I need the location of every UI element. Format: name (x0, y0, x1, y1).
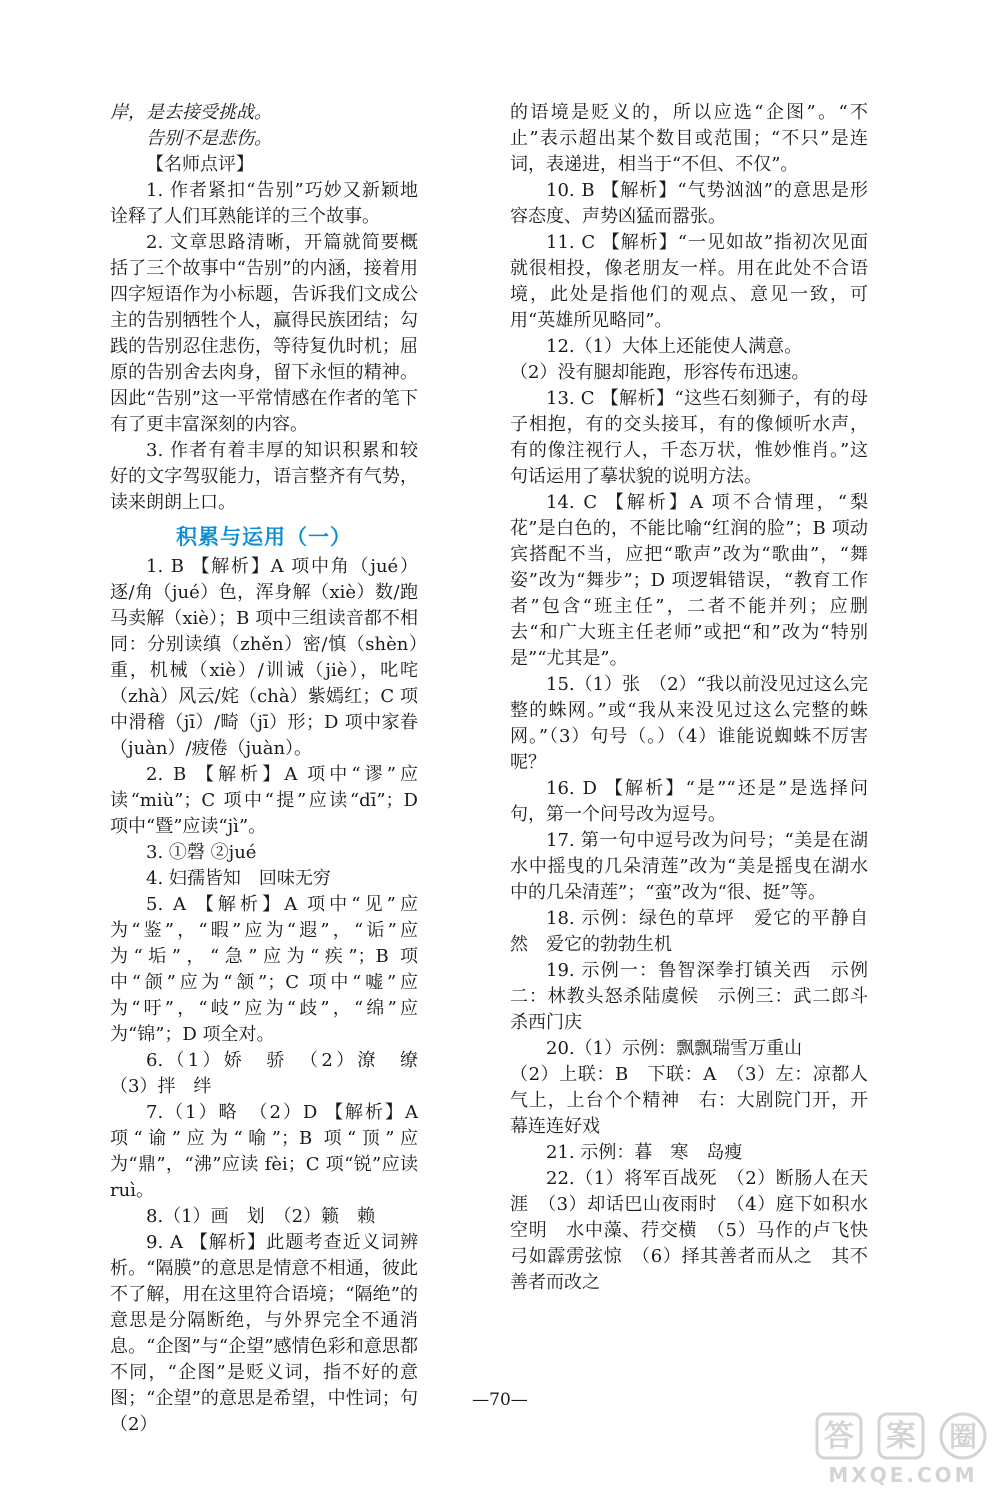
intro-line-1: 岸，是去接受挑战。 (110, 102, 272, 123)
svg-text:MXQE.COM: MXQE.COM (828, 1463, 978, 1487)
answer-9-continuation: 的语境是贬义的，所以应选“企图”。“不止”表示超出某个数目或范围；“不只”是连词，表递进，相当于“不但、不仅”。 (510, 102, 868, 175)
answer-17: 17. 第一句中逗号改为问号；“美是在湖水中摇曳的几朵清莲”改为“美是摇曳在湖水中的几朵清莲”；“蛮”改为“很、挺”等。 (510, 830, 868, 903)
comment-2: 2. 文章思路清晰，开篇就简要概括了三个故事中“告别”的内涵，接着用四字短语作为小标题，告诉我们文成公主的告别牺牲个人，赢得民族团结；勾践的告别忍住悲伤，等待复仇时机；屈原的告别舍去肉身，留下永恒的精神。因此“告别”这一平常情感在作者的笔下有了更丰富深刻的内容。 (110, 232, 418, 435)
answer-16: 16. D 【解析】“是”“还是”是选择问句，第一个问号改为逗号。 (510, 778, 868, 825)
watermark-logo (815, 1412, 990, 1487)
svg-text:答: 答 (824, 1419, 854, 1454)
answer-7: 7.（1）略 （2）D 【解析】A 项“谕”应为“喻”；B 项“顶”应为“鼎”，“沸”应读 fèi；C 项“锐”应读 ruì。 (110, 1102, 418, 1201)
answer-12-part-2: （2）没有腿却能跑，形容传布迅速。 (510, 362, 810, 383)
answer-22: 22.（1）将军百战死 （2）断肠人在天涯 （3）却话巴山夜雨时 （4）庭下如积水空明 水中藻、荇交横 （5）马作的卢飞快 弓如霹雳弦惊 （6）择其善者而从之 其不善者而改之 (510, 1168, 886, 1293)
answer-14: 14. C 【解析】A 项不合情理，“梨花”是白色的，不能比喻“红润的脸”；B 项动宾搭配不当，应把“歌声”改为“歌曲”，“舞姿”改为“舞步”；D 项逻辑错误，“教育工作者”包含“班主任”，二者不能并列；应删去“和广大班主任老师”或把“和”改为“特别是”“尤其是”。 (510, 492, 868, 669)
answer-18: 18. 示例：绿色的草坪 爱它的平静自然 爱它的勃勃生机 (510, 908, 868, 955)
answer-19: 19. 示例一：鲁智深拳打镇关西 示例二：林教头怒杀陆虞候 示例三：武二郎斗杀西门庆 (510, 960, 868, 1033)
left-column (110, 100, 436, 1438)
answer-15: 15.（1）张 （2）“我以前没见过这么完整的蛛网。”或“我从来没见过这么完整的蛛网。”（3）句号（。）（4）谁能说蜘蛛不厉害呢？ (510, 674, 868, 773)
comment-3: 3. 作者有着丰厚的知识积累和较好的文字驾驭能力，语言整齐有气势，读来朗朗上口。 (110, 440, 418, 513)
answer-2: 2. B 【解析】A 项中“谬”应读“miù”；C 项中“提”应读“dī”；D 项中“暨”应读“jì”。 (110, 764, 418, 837)
answer-12-part-1: 12.（1）大体上还能使人满意。 (546, 336, 803, 357)
answer-6: 6.（1）娇 骄 （2）潦 缭 （3）拌 绊 (110, 1050, 436, 1097)
right-column (510, 100, 886, 1296)
answer-4: 4. 妇孺皆知 回味无穷 (146, 868, 331, 889)
svg-text:案: 案 (886, 1419, 916, 1454)
answer-21: 21. 示例：暮 寒 岛瘦 (546, 1142, 743, 1163)
answer-11: 11. C 【解析】“一见如故”指初次见面就很相投，像老朋友一样。用在此处不合语境，此处是指他们的观点、意见一致，可用“英雄所见略同”。 (510, 232, 868, 331)
answer-20-part-2: （2）上联：B 下联：A （3）左：凉都人气上，上台个个精神 右：大剧院门开，开幕连连好戏 (510, 1064, 868, 1137)
answer-5: 5. A 【解析】A 项中“见”应为“鉴”，“暇”应为“遐”，“诟”应为“垢”，“急”应为“疾”；B 项中“颌”应为“颔”；C 项中“嘘”应为“吁”，“岐”应为“歧”，“绵”应为“锦”；D 项全对。 (110, 894, 418, 1045)
answer-13: 13. C 【解析】“这些石刻狮子，有的母子相抱，有的交头接耳，有的像倾听水声，有的像注视行人，千态万状，惟妙惟肖。”这句话运用了摹状貌的说明方法。 (510, 388, 868, 487)
section-title: 积累与运用（一） (176, 525, 352, 549)
intro-line-2: 告别不是悲伤。 (146, 128, 272, 149)
answer-1: 1. B 【解析】A 项中角（jué）逐/角（jué）色，浑身解（xiè）数/跑马卖解（xiè）；B 项中三组读音都不相同：分别读缜（zhěn）密/慎（shèn）重，机械（xiè）/训诫（jiè），叱咤（zhà）风云/姹（chà）紫嫣红；C 项中滑稽（jī）/畸（jī）形；D 项中家眷（juàn）/疲倦（juàn）。 (110, 556, 418, 759)
comment-heading: 【名师点评】 (146, 154, 254, 175)
answer-9: 9. A 【解析】此题考查近义词辨析。“隔膜”的意思是情意不相通，彼此不了解，用在这里符合语境；“隔绝”的意思是分隔断绝，与外界完全不通消息。“企图”与“企望”感情色彩和意思都不同，“企图”是贬义词，指不好的意图；“企望”的意思是希望，中性词；句（2） (110, 1232, 418, 1435)
answer-3: 3. ①磬 ②jué (146, 842, 257, 863)
svg-text:圈: 圈 (948, 1420, 978, 1453)
answer-20-part-1: 20.（1）示例：飘飘瑞雪万重山 (546, 1038, 803, 1059)
page-number: —70— (472, 1390, 528, 1410)
answer-8: 8.（1）画 划 （2）籁 赖 (146, 1206, 376, 1227)
answer-10: 10. B 【解析】“气势汹汹”的意思是形容态度、声势凶猛而嚣张。 (510, 180, 868, 227)
comment-1: 1. 作者紧扣“告别”巧妙又新颖地诠释了人们耳熟能详的三个故事。 (110, 180, 418, 227)
